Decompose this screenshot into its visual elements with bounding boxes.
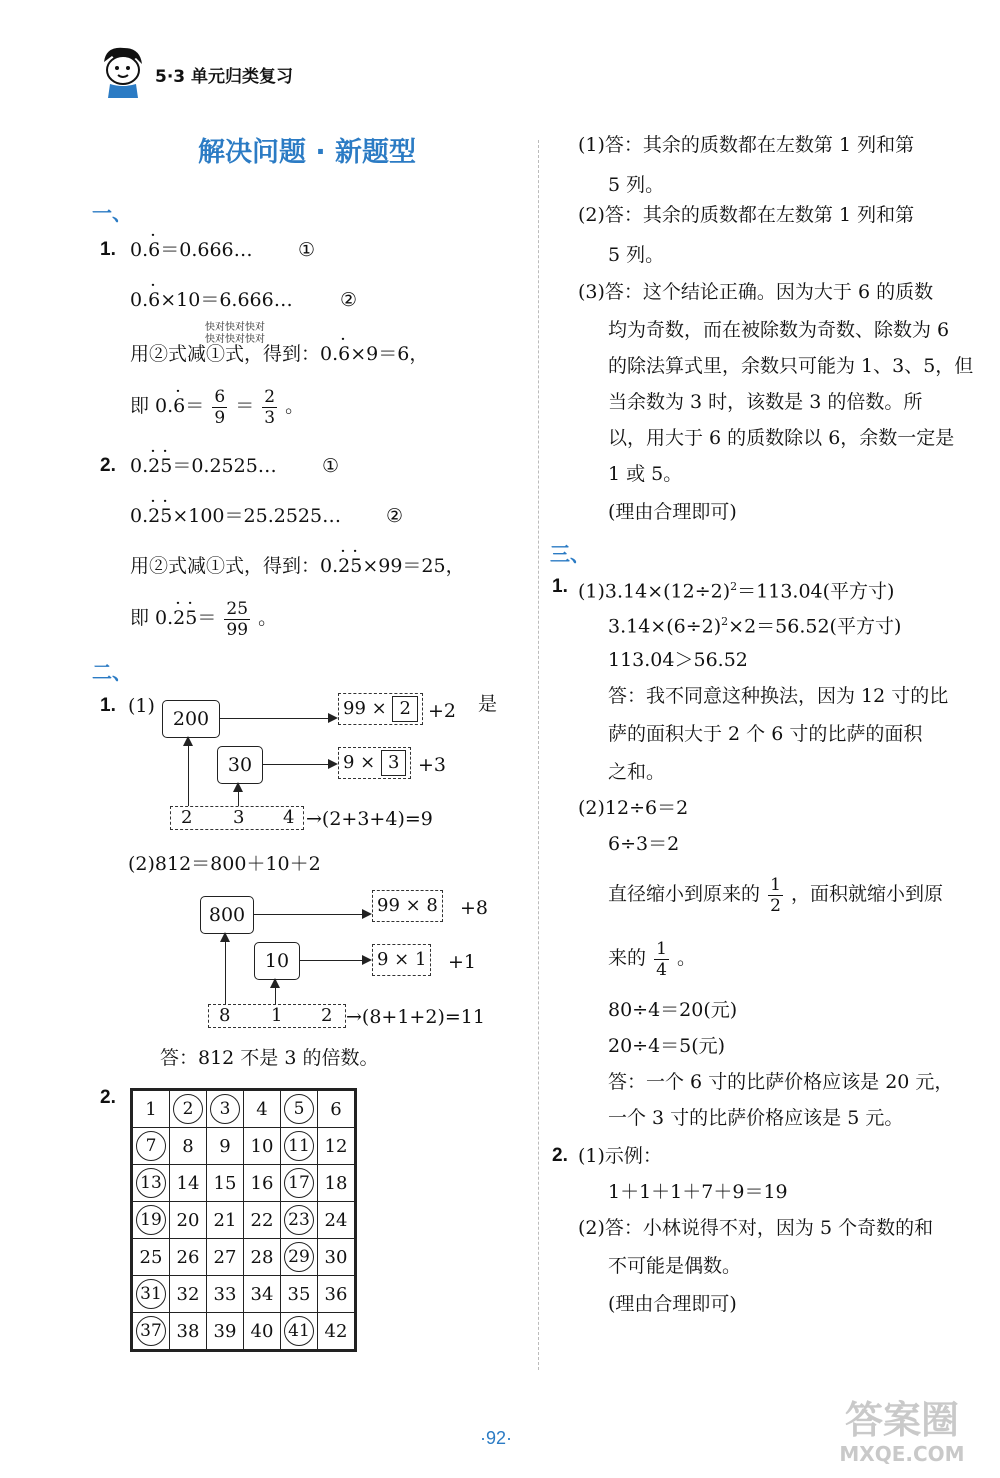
circled-prime: 11 [284,1131,314,1161]
grid-cell [132,1276,170,1313]
marker-2: ② [340,289,358,311]
grid-cell [281,1276,318,1313]
s3-q1-line-3: 113.04＞56.52 [608,649,748,671]
s3-q1-line-1: $(1)3.14\times(12\div 2)^2=113.04$(平方寸) [578,580,895,603]
grid-number: 28 [250,1246,274,1268]
circled-prime: 19 [136,1205,166,1235]
problem-1-line-1: 0.· 6＝0.666… [130,238,253,262]
box-800: 800 [200,896,254,934]
s3-q2-index: 2. [552,1145,568,1166]
circled-prime: 37 [136,1316,166,1346]
s3-q2-line-3: (2)答：小林说得不对，因为 5 个奇数的和 [578,1217,934,1239]
product-box-4: 9 × 1 [372,944,431,976]
grid-number: 35 [287,1283,311,1305]
answer-1-line-2: 5 列。 [608,174,665,196]
grid-cell [132,1313,170,1351]
grid-cell [170,1165,207,1202]
s3-q1p2-line-8: 一个 3 寸的比萨价格应该是 5 元。 [608,1107,904,1129]
grid-cell [244,1276,281,1313]
grid-number: 36 [324,1283,348,1305]
s3-q1p2-line-7: 答：一个 6 寸的比萨价格应该是 20 元， [608,1071,954,1093]
grid-cell [132,1165,170,1202]
circled-prime: 29 [284,1242,314,1272]
arrow-10 [300,960,370,961]
grid-number: 33 [213,1283,237,1305]
s3-q2-line-4: 不可能是偶数。 [608,1255,742,1277]
answer-3-line-1: (3)答：这个结论正确。因为大于 6 的质数 [578,281,934,303]
fraction-1-2: $\frac{1}{2}$ [770,874,781,916]
marker-2b: ② [386,505,404,527]
circled-prime: 23 [284,1205,314,1235]
grid-cell [281,1090,318,1128]
problem-2-line-4: 即 0.· 2· 5＝ $\frac{25}{99}$ 。 [130,594,277,642]
problem-1-line-2: 0.· 6×10＝6.666… [130,288,293,312]
grid-number: 1 [145,1098,157,1120]
grid-cell [318,1239,356,1276]
q1-part1-label: (1) [128,695,155,717]
section-3-heading: 三、 [550,542,590,566]
fraction-2-3: $\frac{2}{3}$ [264,386,276,428]
answer-3-note: (理由合理即可) [608,501,737,523]
up-arrow-30 [238,784,239,806]
circled-prime: 3 [210,1094,240,1124]
circled-prime: 13 [136,1168,166,1198]
s3-q1-line-6: 之和。 [608,761,666,783]
grid-cell [207,1090,244,1128]
answer-3-line-4: 当余数为 3 时，该数是 3 的倍数。所 [608,391,923,413]
grid-number: 38 [176,1320,200,1342]
circled-prime: 17 [284,1168,314,1198]
circled-prime: 2 [173,1094,203,1124]
grid-cell [132,1090,170,1128]
grid-row [132,1128,356,1165]
problem-2-line-2: 0.· 2· 5×100＝25.2525… [130,504,341,528]
grid-cell [170,1202,207,1239]
prime-number-grid [130,1088,357,1352]
answer-3-line-6: 1 或 5。 [608,463,683,485]
grid-cell [132,1239,170,1276]
grid-row [132,1165,356,1202]
grid-cell [244,1313,281,1351]
grid-number: 39 [213,1320,237,1342]
circled-prime: 41 [284,1316,314,1346]
s3-q1p2-line-3: 直径缩小到原来的 $\frac{1}{2}$ ，面积就缩小到原 [608,874,943,916]
grid-number: 10 [250,1135,274,1157]
grid-number: 25 [139,1246,163,1268]
grid-number: 4 [256,1098,268,1120]
grid-row [132,1313,356,1351]
circled-prime: 7 [136,1131,166,1161]
box-30: 30 [217,746,263,784]
grid-cell [207,1313,244,1351]
plus-2: +2 [428,700,457,722]
s3-q1p2-line-5: 80÷4＝20(元) [608,999,738,1021]
section-1-heading: 一、 [92,201,132,225]
grid-cell [281,1128,318,1165]
fraction-6-9: $\frac{6}{9}$ [214,386,226,428]
s3-q1p2-line-1: (2)12÷6＝2 [578,797,689,819]
up-arrow-800 [225,934,226,1004]
digit-sum-1: →(2+3+4)=9 [306,808,433,830]
marker-1: ① [298,239,316,261]
grid-number: 16 [250,1172,274,1194]
grid-cell [207,1128,244,1165]
grid-number: 20 [176,1209,200,1231]
grid-cell [170,1128,207,1165]
s3-q1-line-4: 答：我不同意这种换法，因为 12 寸的比 [608,685,949,707]
grid-cell [318,1165,356,1202]
q2-index: 2. [100,1087,116,1108]
grid-cell [244,1090,281,1128]
answer-3-line-5: 以，用大于 6 的质数除以 6，余数一定是 [608,427,955,449]
plus-8: +8 [460,897,489,919]
grid-cell [170,1313,207,1351]
grid-cell [207,1239,244,1276]
answer-3-line-2: 均为奇数，而在被除数为奇数、除数为 6 [608,319,950,341]
grid-row [132,1239,356,1276]
grid-cell [318,1090,356,1128]
s3-q1-line-5: 萨的面积大于 2 个 6 寸的比萨的面积 [608,723,923,745]
s3-q1-line-2: $3.14\times(6\div 2)^2\times 2=56.52$(平方寸) [608,615,902,638]
digit-sum-2: →(8+1+2)=11 [346,1006,485,1028]
column-divider [538,140,539,1370]
grid-number: 42 [324,1320,348,1342]
grid-row [132,1090,356,1128]
answer-shi: 是 [478,693,498,715]
fraction-1-4: $\frac{1}{4}$ [656,938,667,980]
grid-cell [281,1202,318,1239]
problem-2-index: 2. [100,455,116,476]
grid-number: 30 [324,1246,348,1268]
problem-2-line-1: 0.· 2· 5＝0.2525… [130,454,277,478]
s3-q2-line-2: 1＋1＋1＋7＋9＝19 [608,1181,788,1203]
answer-3-line-3: 的除法算式里，余数只可能为 1、3、5，但 [608,355,974,377]
s3-q1p2-line-4: 来的 $\frac{1}{4}$ 。 [608,938,696,980]
arrow-30 [263,764,336,765]
grid-number: 32 [176,1283,200,1305]
grid-cell [318,1313,356,1351]
grid-number: 40 [250,1320,274,1342]
grid-cell [244,1165,281,1202]
product-box-2: 9 × 3 [338,747,411,779]
grid-number: 14 [176,1172,200,1194]
site-watermark: 答案圈 MXQE.COM [839,1398,965,1466]
grid-cell [281,1165,318,1202]
digits-box: 2 3 4 [170,806,304,830]
grid-cell [318,1202,356,1239]
grid-cell [132,1202,170,1239]
grid-number: 22 [250,1209,274,1231]
box-200: 200 [162,700,220,738]
fraction-25-99: $\frac{25}{99}$ [226,598,249,640]
grid-cell [170,1276,207,1313]
up-arrow-200 [188,738,189,806]
grid-cell [244,1239,281,1276]
grid-number: 8 [182,1135,194,1157]
product-box-1: 99 × 2 [338,693,423,725]
circled-prime: 31 [136,1279,166,1309]
section-2-heading: 二、 [92,660,132,684]
digits-box-2: 8 1 2 [208,1004,346,1028]
grid-cell [281,1313,318,1351]
q1-answer: 答：812 不是 3 的倍数。 [160,1047,379,1069]
grid-number: 26 [176,1246,200,1268]
s3-q1p2-line-6: 20÷4＝5(元) [608,1035,726,1057]
arrow-200 [220,718,336,719]
arrow-800 [254,914,370,915]
marker-1b: ① [322,455,340,477]
grid-cell [244,1202,281,1239]
plus-3: +3 [418,754,447,776]
grid-number: 24 [324,1209,348,1231]
grid-number: 34 [250,1283,274,1305]
grid-cell [207,1276,244,1313]
plus-1: +1 [448,951,477,973]
grid-cell [207,1165,244,1202]
grid-number: 21 [213,1209,237,1231]
answer-2-line-1: (2)答：其余的质数都在左数第 1 列和第 [578,204,915,226]
grid-row [132,1276,356,1313]
grid-cell [281,1239,318,1276]
problem-1-index: 1. [100,239,116,260]
s3-q1p2-line-2: 6÷3＝2 [608,833,680,855]
grid-cell [170,1239,207,1276]
s3-q2-line-5: (理由合理即可) [608,1293,737,1315]
answer-2-line-2: 5 列。 [608,244,665,266]
grid-number: 6 [330,1098,342,1120]
s3-q1-index: 1. [552,576,568,597]
grid-number: 27 [213,1246,237,1268]
grid-cell [207,1202,244,1239]
up-arrow-10 [275,980,276,1004]
mascot-icon [96,44,148,100]
circled-prime: 5 [284,1094,314,1124]
q1-part2: (2)812＝800＋10＋2 [128,853,321,875]
problem-2-line-3: 用②式减①式，得到：0.· 2· 5×99＝25， [130,554,465,578]
grid-cell [132,1128,170,1165]
grid-number: 12 [324,1135,348,1157]
grid-row [132,1202,356,1239]
grid-number: 9 [219,1135,231,1157]
grid-cell [318,1128,356,1165]
box-10: 10 [254,942,300,980]
grid-cell [318,1276,356,1313]
grid-cell [170,1090,207,1128]
series-title: 5·3 单元归类复习 [155,67,294,87]
page-number: ·92· [480,1428,513,1448]
problem-1-line-4: 即 0.· 6＝ $\frac{6}{9}$ ＝ $\frac{2}{3}$ 。 [130,382,304,430]
problem-1-line-3: 用②式减①式，得到：0.· 6×9＝6， [130,342,428,366]
grid-number: 15 [213,1172,237,1194]
grid-number: 18 [324,1172,348,1194]
product-box-3: 99 × 8 [372,890,443,922]
s3-q2-line-1: (1)示例： [578,1145,662,1167]
answer-1-line-1: (1)答：其余的质数都在左数第 1 列和第 [578,134,915,156]
watermark-stamp: 快对快对快对 快对快对快对 [205,322,265,345]
q1-index: 1. [100,695,116,716]
page-title: 解决问题 · 新题型 [198,137,417,168]
grid-cell [244,1128,281,1165]
